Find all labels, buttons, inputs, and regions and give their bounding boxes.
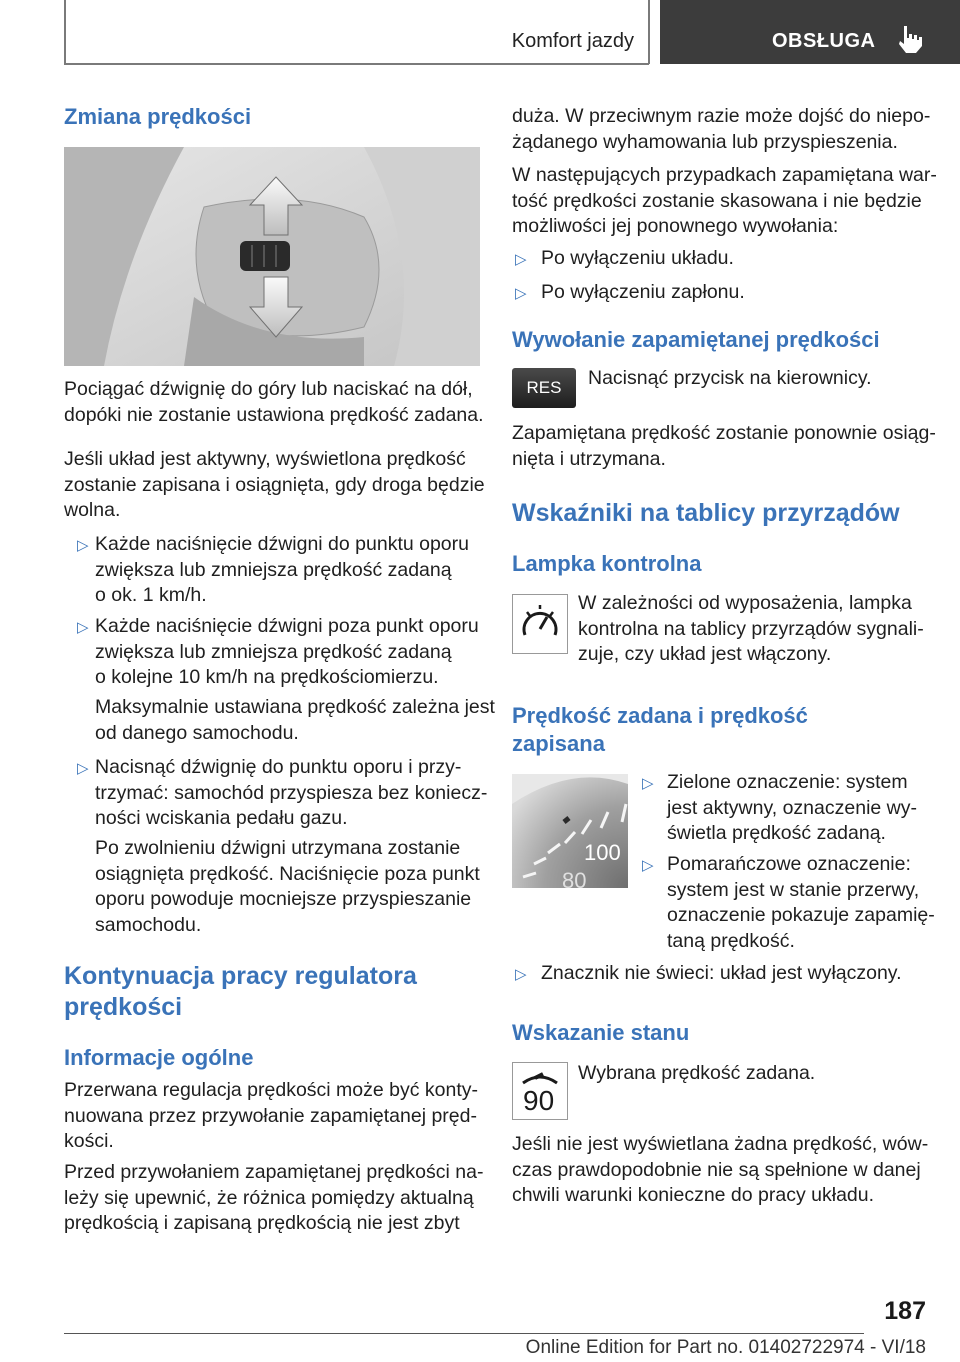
page-number: 187 bbox=[884, 1297, 926, 1325]
left-bullet-1: Każde naciśnięcie dźwigni do punktu oporu zwiększa lub zmniejsza prędkość zadaną o ok. 1 km/h. bbox=[95, 533, 469, 606]
heading-speed-change: Zmiana prędkości bbox=[64, 104, 252, 129]
left-paragraph-4: Przed przywołaniem zapamiętanej prędkości na‐ leży się upewnić, że różnica pomiędzy aktualną prędkością i zapisaną prędkością nie jest zbyt bbox=[64, 1161, 484, 1234]
right-bullet-2: Po wyłączeniu zapłonu. bbox=[541, 281, 745, 303]
right-bullet-1: Po wyłączeniu układu. bbox=[541, 247, 734, 269]
left-bullet-3-note: Po zwolnieniu dźwigni utrzymana zostanie osiągnięta prędkość. Naciśnięcie poza punkt oporu powoduje mocniejsze przyspieszanie samochodu. bbox=[95, 837, 480, 936]
left-paragraph-2: Jeśli układ jest aktywny, wyświetlona prędkość zostanie zapisana i osiągnięta, gdy droga będzie wolna. bbox=[64, 448, 485, 521]
gauge-label-80: 80 bbox=[562, 868, 587, 888]
header-section-title: Komfort jazdy bbox=[511, 30, 634, 52]
left-paragraph-1: Pociągać dźwignię do góry lub naciskać na dół, dopóki nie zostanie ustawiona prędkość zadana. bbox=[64, 378, 484, 426]
heading-indicator-lamp: Lampka kontrolna bbox=[512, 551, 702, 576]
header-right-line bbox=[648, 0, 650, 64]
header-chapter-tab bbox=[660, 0, 960, 64]
left-bullet-2-note: Maksymalnie ustawiana prędkość zależna jest od danego samochodu. bbox=[95, 696, 495, 744]
bullet-triangle-icon: ▷ bbox=[515, 966, 527, 983]
speedometer-figure bbox=[512, 774, 628, 888]
left-bullet-2: Każde naciśnięcie dźwigni poza punkt oporu zwiększa lub zmniejsza prędkość zadaną o kolejne 10 km/h na prędkościomierzu. bbox=[95, 615, 479, 688]
right-gauge-bullet-1: Zielone oznaczenie: system jest aktywny, oznaczenie wy‐ świetla prędkość zadaną. bbox=[667, 771, 917, 844]
footer-edition: Online Edition for Part no. 01402722974 - VI/18 bbox=[525, 1337, 926, 1358]
header-chapter-label: OBSŁUGA bbox=[772, 30, 876, 52]
bullet-triangle-icon: ▷ bbox=[515, 285, 527, 302]
res-button-icon: RES bbox=[512, 368, 576, 408]
bullet-triangle-icon: ▷ bbox=[515, 251, 527, 268]
cruise-control-lamp-icon bbox=[512, 594, 568, 654]
right-paragraph-3: Zapamiętana prędkość zostanie ponownie osiąg‐ nięta i utrzymana. bbox=[512, 422, 936, 470]
heading-continue-regulation: Kontynuacja pracy regulatora prędkości bbox=[64, 962, 417, 1021]
hand-pointer-icon bbox=[896, 24, 924, 54]
heading-set-stored-speed: Prędkość zadana i prędkość zapisana bbox=[512, 703, 808, 756]
header-left-line bbox=[64, 0, 66, 64]
status-description: Wybrana prędkość zadana. bbox=[578, 1062, 816, 1084]
right-paragraph-4: Jeśli nie jest wyświetlana żadna prędkość, wów‐ czas prawdopodobnie nie są spełnione w danej chwili warunki konieczne do pracy układu. bbox=[512, 1133, 929, 1206]
right-gauge-bullet-2: Pomarańczowe oznaczenie: system jest w stanie przerwy, oznaczenie pokazuje zapamię‐ taną prędkość. bbox=[667, 853, 935, 952]
lamp-description: W zależności od wyposażenia, lampka kontrolna na tablicy przyrządów sygnali‐ zuje, czy układ jest włączony. bbox=[578, 592, 924, 665]
heading-recall-speed: Wywołanie zapamiętanej prędkości bbox=[512, 327, 880, 352]
bullet-triangle-icon: ▷ bbox=[77, 537, 89, 554]
gauge-label-100: 100 bbox=[584, 840, 621, 865]
heading-general-info: Informacje ogólne bbox=[64, 1045, 254, 1070]
bullet-triangle-icon: ▷ bbox=[77, 760, 89, 777]
footer-line bbox=[64, 1333, 864, 1334]
set-speed-value: 90 bbox=[523, 1085, 555, 1116]
res-instruction: Nacisnąć przycisk na kierownicy. bbox=[588, 367, 872, 389]
right-bullet-3: Znacznik nie świeci: układ jest wyłączony. bbox=[541, 962, 902, 984]
left-bullet-3: Nacisnąć dźwignię do punktu oporu i przy‐ trzymać: samochód przyspiesza bez koniecz‐ ności wciskania pedału gazu. bbox=[95, 756, 488, 829]
left-paragraph-3: Przerwana regulacja prędkości może być konty‐ nuowana przez przywołanie zapamiętanej pręd‐ kości. bbox=[64, 1079, 479, 1152]
bullet-triangle-icon: ▷ bbox=[642, 775, 654, 792]
bullet-triangle-icon: ▷ bbox=[77, 619, 89, 636]
heading-instrument-indicators: Wskaźniki na tablicy przyrządów bbox=[512, 499, 900, 527]
bullet-triangle-icon: ▷ bbox=[642, 857, 654, 874]
set-speed-display-icon bbox=[512, 1062, 568, 1120]
header-bottom-line bbox=[64, 63, 649, 65]
right-paragraph-1: duża. W przeciwnym razie może dojść do niepo‐ żądanego wyhamowania lub przyspieszenia. bbox=[512, 105, 931, 153]
heading-status-display: Wskazanie stanu bbox=[512, 1020, 690, 1045]
right-paragraph-2: W następujących przypadkach zapamiętana war‐ tość prędkości zostanie skasowana i nie będzie możliwości jej ponownego wywołania: bbox=[512, 164, 937, 237]
steering-lever-figure bbox=[64, 147, 480, 366]
